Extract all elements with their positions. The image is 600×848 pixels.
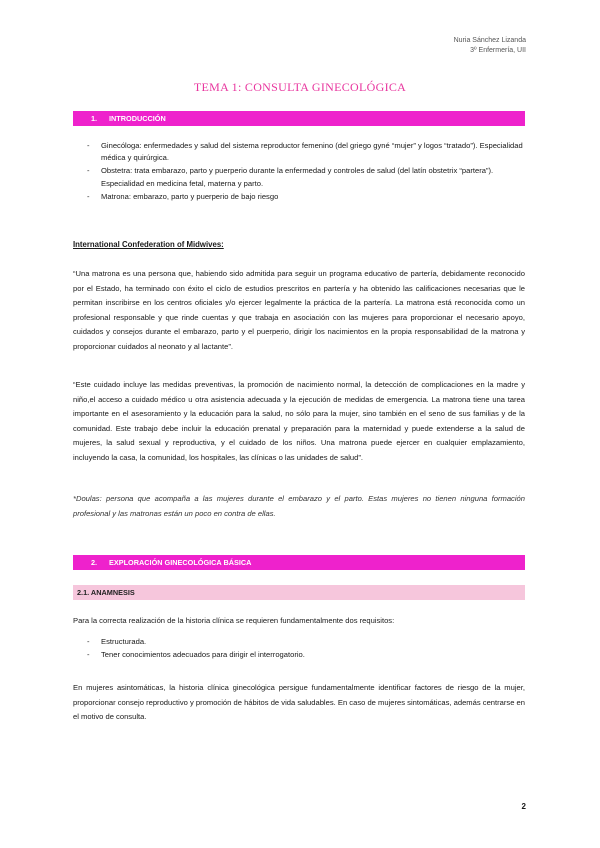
section-number: 1.	[91, 114, 98, 123]
list-item: - Tener conocimientos adecuados para dirigir el interrogatorio.	[73, 649, 525, 661]
header-course: 3º Enfermería, UII	[470, 47, 526, 54]
list-item-text: Ginecóloga: enfermedades y salud del sistema reproductor femenino (del griego gyné “mujer” y logos “tratado”). Especialidad médica y quirúrgica.	[101, 141, 523, 163]
icm-quote-1: “Una matrona es una persona que, habiendo sido admitida para seguir un programa educativo de partería, debidamente reconocido por el Estado, ha terminado con éxito el ciclo de estudios prescritos en partería y ha obtenido las calificaciones necesarias que le permitan inscribirse en los centros oficiales y/o ejercer legalmente la práctica de la partería. La matrona está reconocida como un profesional responsable y que rinde cuentas y que trabaja en asociación con las mujeres para proporcionar el necesario apoyo, cuidados y consejos durante el embarazo, parto y el puerperio, dirigir los nacimientos en la propia responsabilidad de la matrona y proporcionar cuidados al neonato y al lactante”.	[73, 269, 525, 351]
section-title: INTRODUCCIÓN	[109, 114, 166, 123]
header-author: Nuria Sánchez Lizanda	[453, 37, 526, 44]
list-item-text: Matrona: embarazo, parto y puerperio de bajo riesgo	[101, 191, 279, 201]
section-heading-exploracion	[73, 555, 525, 570]
requirements-list	[73, 636, 525, 662]
section-title: EXPLORACIÓN GINECOLÓGICA BÁSICA	[109, 558, 252, 567]
list-item-text: Obstetra: trata embarazo, parto y puerperio durante la enfermedad y controles de salud (del latín obstetrix “partera”). Especialidad en medicina fetal, materna y parto.	[101, 166, 494, 188]
list-item-text: Estructurada.	[101, 637, 147, 646]
definitions-list	[73, 140, 525, 204]
list-item: - Estructurada.	[73, 636, 525, 648]
list-item: - Matrona: embarazo, parto y puerperio de bajo riesgo	[73, 191, 525, 203]
list-item-text: Tener conocimientos adecuados para dirigir el interrogatorio.	[101, 650, 305, 660]
subsection-heading-anamnesis: 2.1. ANAMNESIS	[73, 585, 525, 600]
list-item: - Ginecóloga: enfermedades y salud del sistema reproductor femenino (del griego gyné “mujer” y logos “tratado”). Especialidad médica y quirúrgica.	[73, 140, 525, 164]
section-number: 2.	[91, 558, 98, 567]
section-heading-introduccion	[73, 111, 525, 126]
anamnesis-intro: Para la correcta realización de la historia clínica se requieren fundamentalmente dos requisitos:	[73, 616, 395, 625]
anamnesis-paragraph: En mujeres asintomáticas, la historia clínica ginecológica persigue fundamentalmente identificar factores de riesgo de la mujer, proporcionar consejo reproductivo y promoción de hábitos de vida saludables. En caso de mujeres sintomáticas, además centrarse en el motivo de consulta.	[73, 683, 525, 722]
running-header	[454, 36, 526, 56]
list-item: - Obstetra: trata embarazo, parto y puerperio durante la enfermedad y controles de salud (del latín obstetrix “partera”). Especialidad en medicina fetal, materna y parto.	[73, 165, 525, 189]
doulas-note: *Doulas: persona que acompaña a las mujeres durante el embarazo y el parto. Estas mujeres no tienen ninguna formación profesional y las matronas están un poco en contra de ellas.	[73, 494, 525, 518]
icm-quote-2: “Este cuidado incluye las medidas preventivas, la promoción de nacimiento normal, la detección de complicaciones en la madre y niño,el acceso a cuidado médico u otra asistencia adecuada y la ejecución de medidas de emergencia. La matrona tiene una tarea importante en el asesoramiento y la educación para la salud, no sólo para la mujer, sino también en el seno de sus familias y de la comunidad. Este trabajo debe incluir la educación prenatal y preparación para la maternidad y puede extenderse a la salud de mujeres, la salud sexual y reproductiva, y el cuidado de los niños. Una matrona puede ejercer en cualquier emplazamiento, incluyendo la casa, la comunidad, los hospitales, las clínicas o las unidades de salud”.	[73, 380, 525, 462]
page-number: 2	[521, 802, 526, 811]
document-title: TEMA 1: CONSULTA GINECOLÓGICA	[193, 80, 407, 94]
icm-heading: International Confederation of Midwives:	[73, 240, 224, 249]
